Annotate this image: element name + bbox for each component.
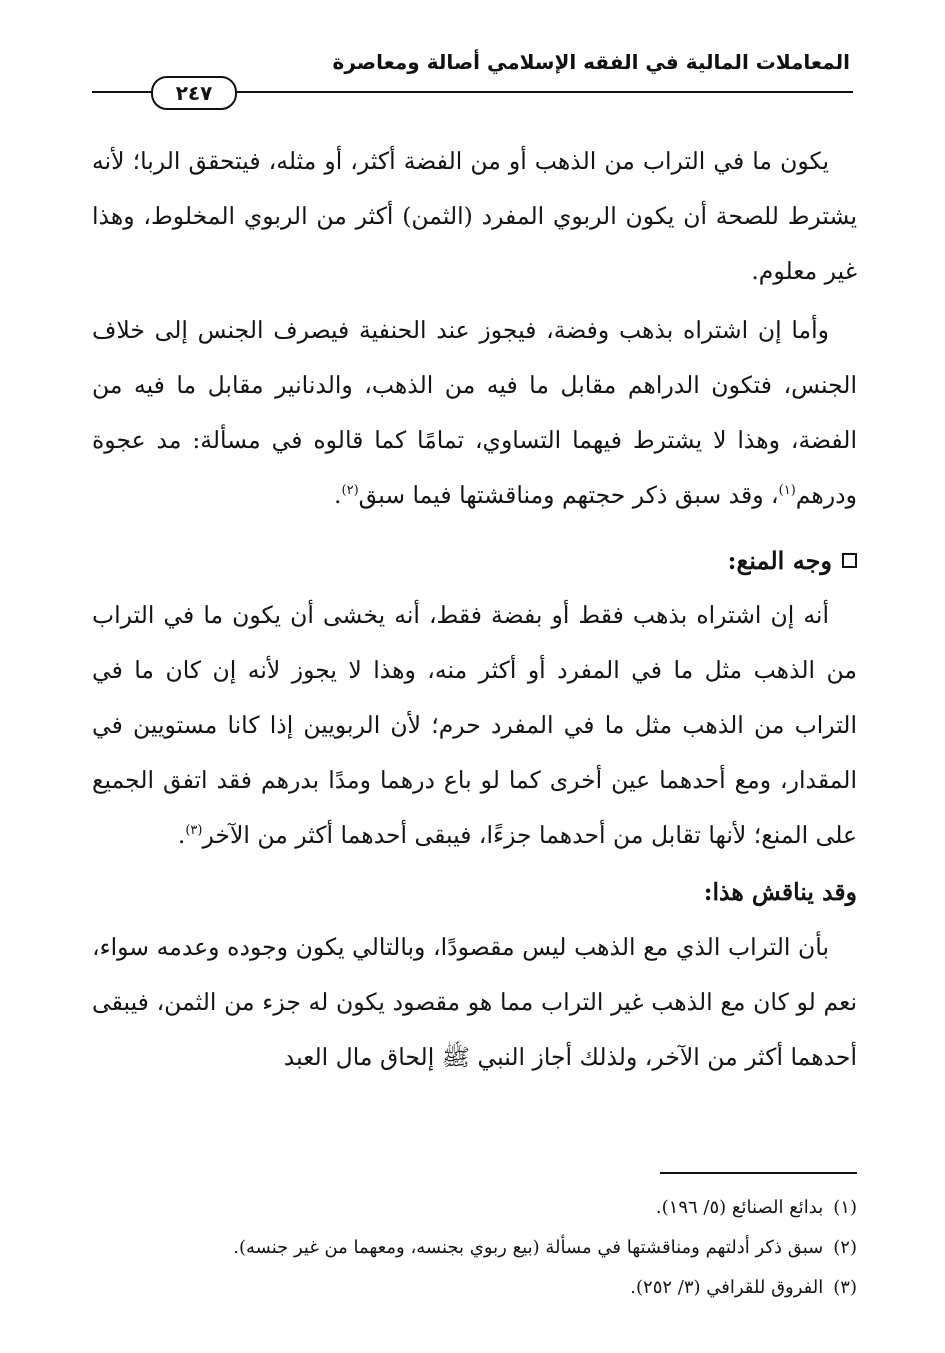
footnote-text: بدائع الصنائع (٥/ ١٩٦). (655, 1197, 824, 1218)
body-text (92, 134, 857, 1085)
footnote-3 (92, 1268, 857, 1308)
footnote-ref-2[interactable]: (٢) (341, 483, 359, 499)
running-title: المعاملات المالية في الفقه الإسلامي أصالة ومعاصرة (332, 50, 850, 74)
paragraph-3-end: . (177, 821, 186, 849)
paragraph-3 (92, 588, 857, 863)
footnote-number: (١) (833, 1197, 857, 1218)
paragraph-3-text: أنه إن اشتراه بذهب فقط أو بفضة فقط، أنه يخشى أن يكون ما في التراب من الذهب مثل ما في المفرد أو أكثر منه، وهذا لا يجوز لأنه إن كان ما في التراب من الذهب مثل ما في المفرد حرم؛ لأن الربويين إذا كانا مستويين في المقدار، ومع أحدهما عين أخرى كما لو باع درهما ومدًا بدرهم فقد اتفق الجميع على المنع؛ لأنها تقابل من أحدهما جزءًا، فيبقى أحدهما أكثر من الآخر (92, 601, 857, 849)
footnote-1 (92, 1188, 857, 1228)
section-heading-text: وجه المنع: (727, 546, 832, 575)
footnote-rule (660, 1172, 857, 1174)
paragraph-2-end: . (334, 481, 342, 509)
paragraph-4: بأن التراب الذي مع الذهب ليس مقصودًا، وبالتالي يكون وجوده وعدمه سواء، نعم لو كان مع الذهب غير التراب مما هو مقصود يكون له جزء من الثمن، فيبقى أحدهما أكثر من الآخر، ولذلك أجاز النبي ﷺ إلحاق مال العبد (92, 933, 857, 1071)
paragraph-2-mid: ، وقد سبق ذكر حجتهم ومناقشتها فيما سبق (358, 481, 779, 509)
footnotes (92, 1188, 857, 1308)
section-heading (92, 533, 857, 588)
footnote-text: سبق ذكر أدلتهم ومناقشتها في مسألة (بيع ربوي بجنسه، ومعهما من غير جنسه). (233, 1237, 824, 1258)
footnote-number: (٢) (833, 1237, 857, 1258)
footnote-2 (92, 1228, 857, 1268)
footnote-ref-3[interactable]: (٣) (185, 823, 203, 839)
paragraph-2-text: وأما إن اشتراه بذهب وفضة، فيجوز عند الحنفية فيصرف الجنس إلى خلاف الجنس، فتكون الدراهم مقابل ما فيه من الذهب، والدنانير مقابل ما فيه من الفضة، وهذا لا يشترط فيهما التساوي، تمامًا كما قالوه في مسألة: مد عجوة ودرهم (92, 316, 857, 509)
paragraph-1: يكون ما في التراب من الذهب أو من الفضة أكثر، أو مثله، فيتحقق الربا؛ لأنه يشترط للصحة أن يكون الربوي المفرد (الثمن) أكثر من الربوي المخلوط، وهذا غير معلوم. (92, 147, 857, 285)
paragraph-2 (92, 303, 857, 523)
sub-heading: وقد يناقش هذا: (703, 878, 857, 906)
square-bullet-icon (842, 553, 857, 568)
footnote-text: الفروق للقرافي (٣/ ٢٥٢). (630, 1277, 824, 1298)
page-number: ٢٤٧ (151, 76, 237, 110)
footnote-ref-1[interactable]: (١) (778, 483, 796, 499)
footnote-number: (٣) (833, 1277, 857, 1298)
